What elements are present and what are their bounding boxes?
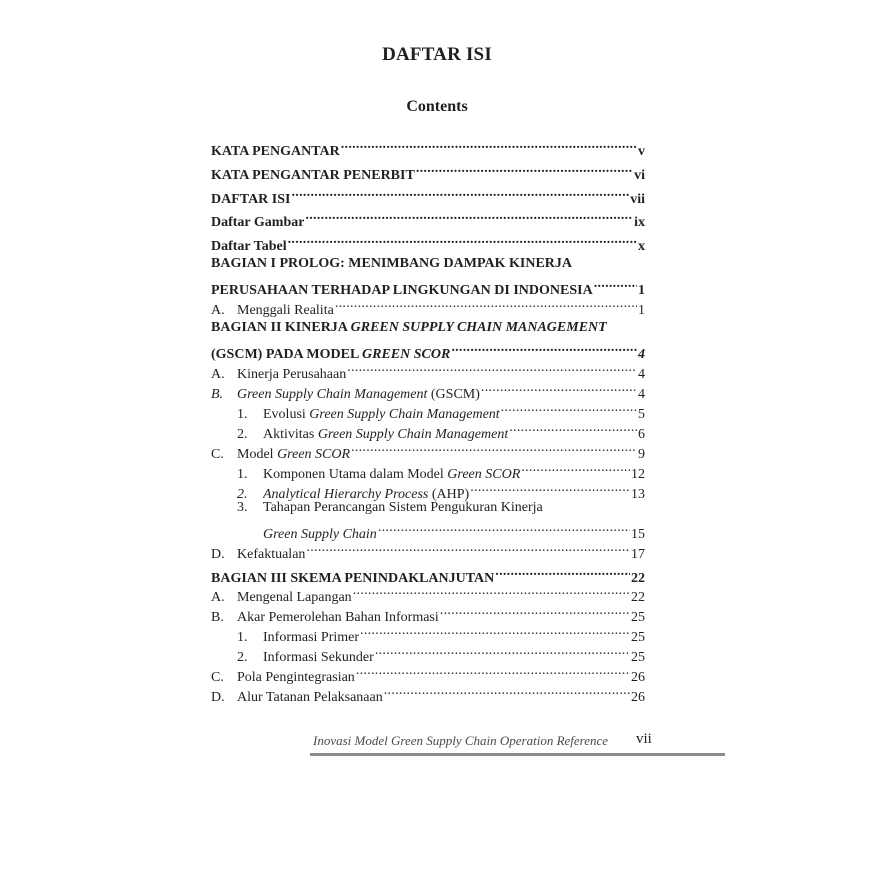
toc-entry[interactable] (211, 230, 645, 254)
toc-entry[interactable] (211, 581, 645, 605)
toc-entry-label: Daftar Gambar (211, 215, 305, 230)
toc-entry-label-italic: Analytical Hierarchy Process (263, 487, 429, 502)
toc-entry[interactable] (211, 318, 645, 338)
toc-entry-page: 25 (631, 650, 645, 665)
toc-leader (306, 538, 630, 558)
toc-entry-page: 9 (638, 447, 645, 462)
toc-entry[interactable] (211, 458, 645, 482)
toc-leader (470, 478, 630, 498)
toc-entry-marker: 2. (237, 427, 248, 442)
toc-entry-page: 4 (638, 367, 645, 382)
toc-entry-label: BAGIAN III SKEMA PENINDAKLANJUTAN (211, 571, 495, 586)
footer-book-title: Inovasi Model Green Supply Chain Operation Reference (313, 733, 609, 748)
toc-leader (351, 438, 637, 458)
toc-entry[interactable] (211, 562, 645, 586)
toc-entry[interactable] (211, 254, 645, 274)
page-title: DAFTAR ISI (382, 44, 492, 65)
toc-entry[interactable] (211, 641, 645, 665)
toc-entry-label: Pola Pengintegrasian (237, 670, 355, 685)
toc-entry[interactable] (211, 498, 645, 518)
toc-entry-label: BAGIAN II KINERJA (211, 320, 351, 335)
toc-leader (378, 518, 630, 538)
toc-entry-marker: 1. (237, 630, 248, 645)
toc-entry[interactable] (211, 358, 645, 382)
toc-entry-page: x (638, 239, 645, 254)
toc-leader (353, 581, 630, 601)
toc-entry[interactable] (211, 478, 645, 502)
toc-entry-page: vi (634, 168, 645, 183)
toc-entry-page: 25 (631, 630, 645, 645)
toc-entry-label: Informasi Primer (263, 630, 360, 645)
toc-entry[interactable] (211, 206, 645, 230)
toc-entry-marker: C. (211, 670, 224, 685)
toc-entry[interactable] (211, 601, 645, 625)
page-subtitle: Contents (406, 98, 468, 115)
toc-entry[interactable] (211, 135, 645, 159)
toc-entry-page: 26 (631, 670, 645, 685)
toc-entry-page: 13 (631, 487, 645, 502)
toc-entry-page: 22 (631, 590, 645, 605)
toc-leader (356, 661, 630, 681)
toc-entry[interactable] (211, 378, 645, 402)
toc-entry[interactable] (211, 183, 645, 207)
toc-entry[interactable] (211, 661, 645, 685)
toc-entry-label: Daftar Tabel (211, 239, 287, 254)
toc-entry-label: PERUSAHAAN TERHADAP LINGKUNGAN DI INDONESIA (211, 283, 593, 298)
footer-page-number: vii (636, 731, 652, 747)
toc-leader (416, 159, 633, 179)
toc-entry-page: 15 (631, 527, 645, 542)
toc-entry-page: vii (630, 192, 645, 207)
toc-entry-label: Aktivitas (263, 427, 318, 442)
toc-leader (288, 230, 637, 250)
toc-entry-label-italic: Green SCOR (277, 447, 351, 462)
toc-entry-page: 22 (631, 571, 645, 586)
toc-entry-marker: 1. (237, 467, 248, 482)
toc-entry-page: 17 (631, 547, 645, 562)
toc-leader (521, 458, 630, 478)
toc-entry-label-italic: GREEN SCOR (362, 347, 451, 362)
toc-entry-label: Alur Tatanan Pelaksanaan (237, 690, 383, 705)
toc-entry-label: KATA PENGANTAR PENERBIT (211, 168, 415, 183)
toc-entry-marker: 2. (237, 487, 248, 502)
toc-entry-marker: C. (211, 447, 224, 462)
toc-leader (594, 274, 637, 294)
toc-entry-label: (GSCM) PADA MODEL (211, 347, 363, 362)
toc-entry-marker: 3. (237, 500, 248, 515)
toc-entry[interactable] (211, 338, 645, 362)
toc-entry-label: Evolusi (263, 407, 310, 422)
toc-entry-label: (GSCM) (427, 387, 480, 402)
toc-entry[interactable] (211, 538, 645, 562)
toc-entry-page: 25 (631, 610, 645, 625)
toc-entry-page: 1 (638, 283, 645, 298)
toc-entry[interactable] (211, 621, 645, 645)
toc-entry-marker: 1. (237, 407, 248, 422)
toc-entry-label-italic: Green SCOR (447, 467, 521, 482)
toc-entry-label: DAFTAR ISI (211, 192, 291, 207)
toc-entry-label: Menggali Realita (237, 303, 334, 318)
footer-rule (310, 753, 725, 756)
toc-entry[interactable] (211, 438, 645, 462)
toc-leader (341, 135, 637, 155)
toc-leader (360, 621, 630, 641)
toc-leader (451, 338, 637, 358)
toc-entry-label: Komponen Utama dalam Model (263, 467, 448, 482)
toc-entry-page: 26 (631, 690, 645, 705)
toc-entry-label-italic: Green Supply Chain Management (317, 427, 509, 442)
toc-leader (384, 681, 630, 701)
toc-entry[interactable] (211, 159, 645, 183)
toc-entry-label: Model (237, 447, 278, 462)
toc-entry-marker: A. (211, 590, 225, 605)
toc-entry-page: 12 (631, 467, 645, 482)
toc-entry-label: KATA PENGANTAR (211, 144, 340, 159)
toc-leader (481, 378, 637, 398)
toc-entry[interactable] (211, 398, 645, 422)
toc-entry-label: Mengenal Lapangan (237, 590, 352, 605)
toc-entry-marker: D. (211, 547, 225, 562)
toc-entry-label: Akar Pemerolehan Bahan Informasi (237, 610, 439, 625)
toc-entry-label-italic: Green Supply Chain Management (237, 387, 428, 402)
toc-entry-marker: B. (211, 387, 224, 402)
toc-entry-page: 4 (638, 347, 645, 362)
toc-entry-label-italic: Green Supply Chain (263, 527, 377, 542)
toc-entry-page: ix (634, 215, 645, 230)
toc-entry[interactable] (211, 681, 645, 705)
toc-entry-label: BAGIAN I PROLOG: MENIMBANG DAMPAK KINERJA (211, 256, 573, 271)
toc-leader (375, 641, 630, 661)
toc-entry-page: v (638, 144, 645, 159)
toc-leader (501, 398, 637, 418)
toc-entry-label-italic: GREEN SUPPLY CHAIN MANAGEMENT (350, 320, 607, 335)
toc-leader (440, 601, 630, 621)
toc-entry-label: Informasi Sekunder (263, 650, 374, 665)
toc-entry-label: Tahapan Perancangan Sistem Pengukuran Kinerja (263, 500, 543, 515)
toc-leader (495, 562, 630, 582)
toc-entry[interactable] (211, 518, 645, 542)
toc-leader (509, 418, 637, 438)
toc-entry[interactable] (211, 294, 645, 318)
toc-entry-label: (AHP) (428, 487, 470, 502)
toc-entry-marker: A. (211, 303, 225, 318)
toc-entry-label-italic: Green Supply Chain Management (309, 407, 500, 422)
toc-entry-label: Kefaktualan (237, 547, 306, 562)
toc-leader (335, 294, 637, 314)
toc-leader (291, 183, 629, 203)
toc-entry-page: 1 (638, 303, 645, 318)
toc-entry-label: Kinerja Perusahaan (237, 367, 347, 382)
toc-entry[interactable] (211, 274, 645, 298)
toc-entry-marker: B. (211, 610, 224, 625)
toc-entry-marker: D. (211, 690, 225, 705)
toc-entry-marker: A. (211, 367, 225, 382)
toc-leader (347, 358, 637, 378)
toc-entry-page: 5 (638, 407, 645, 422)
toc-entry-marker: 2. (237, 650, 248, 665)
toc-entry[interactable] (211, 418, 645, 442)
toc-leader (305, 206, 633, 226)
toc-entry-page: 4 (638, 387, 645, 402)
toc-entry-page: 6 (638, 427, 645, 442)
